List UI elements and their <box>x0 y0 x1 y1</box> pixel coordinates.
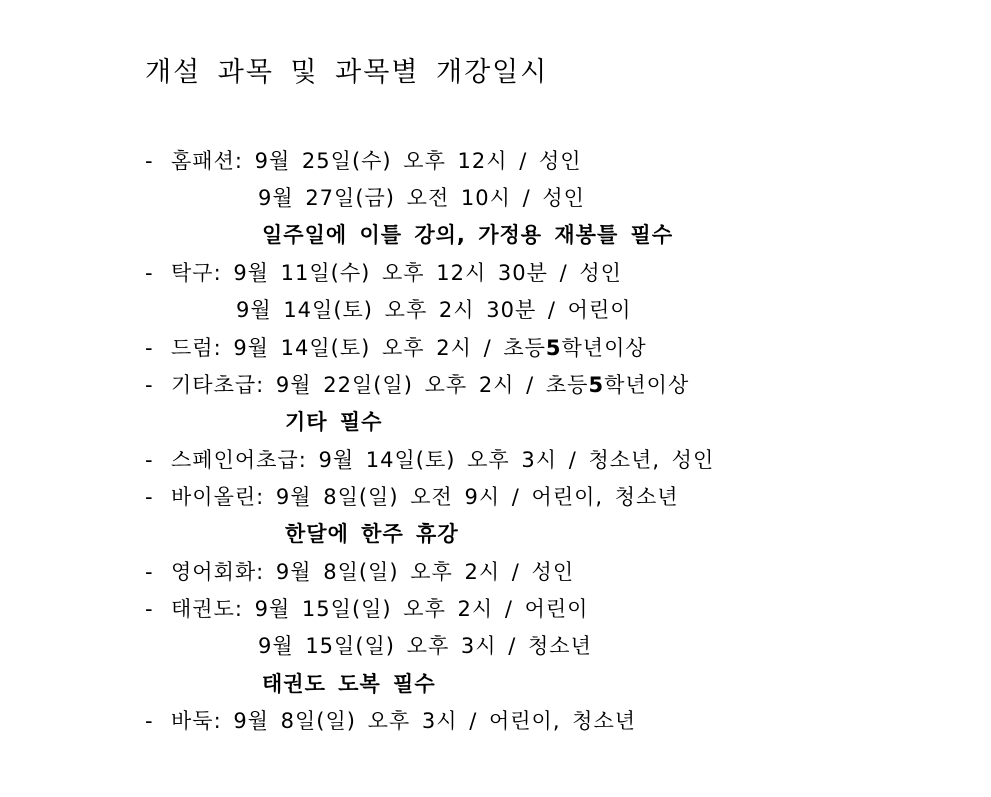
course-text: 바둑: 9월 8일(일) 오후 3시 / 어린이, 청소년 <box>171 709 637 733</box>
list-dash: - <box>145 373 154 397</box>
list-dash: - <box>145 597 154 621</box>
course-line-table-tennis-2 <box>236 297 632 323</box>
course-text: 9월 27일(금) 오전 10시 / 성인 <box>258 186 585 210</box>
course-line-english <box>145 559 574 585</box>
course-text-suffix: 학년이상 <box>604 373 690 397</box>
list-dash: - <box>145 149 154 173</box>
course-text: 홈패션: 9월 25일(수) 오후 12시 / 성인 <box>171 149 582 173</box>
course-line-baduk <box>145 708 636 734</box>
note-text: 한달에 한주 휴강 <box>285 522 459 546</box>
course-text: 9월 15일(일) 오후 3시 / 청소년 <box>258 634 592 658</box>
course-text: 드럼: 9월 14일(토) 오후 2시 / 초등 <box>171 336 546 360</box>
course-line-guitar <box>145 372 689 398</box>
course-text: 바이올린: 9월 8일(일) 오전 9시 / 어린이, 청소년 <box>171 485 679 509</box>
course-text-suffix: 학년이상 <box>561 336 647 360</box>
list-dash: - <box>145 560 154 584</box>
document-title: 개설 과목 및 과목별 개강일시 <box>145 57 549 88</box>
course-line-spanish <box>145 447 714 473</box>
course-text: 탁구: 9월 11일(수) 오후 12시 30분 / 성인 <box>171 261 622 285</box>
list-dash: - <box>145 485 154 509</box>
grade-number: 5 <box>588 373 605 397</box>
course-line-violin <box>145 484 679 510</box>
list-dash: - <box>145 336 154 360</box>
course-note-home-fashion <box>262 222 673 248</box>
course-note-guitar <box>285 409 382 435</box>
note-text: 일주일에 이틀 강의, 가정용 재봉틀 필수 <box>262 223 674 247</box>
course-line-taekwondo-2 <box>258 633 592 659</box>
course-line-home-fashion <box>145 148 582 174</box>
list-dash: - <box>145 709 154 733</box>
list-dash: - <box>145 448 154 472</box>
grade-number: 5 <box>545 336 562 360</box>
course-text: 태권도: 9월 15일(일) 오후 2시 / 어린이 <box>171 597 589 621</box>
course-line-drum <box>145 335 647 361</box>
course-text: 9월 14일(토) 오후 2시 30분 / 어린이 <box>236 298 632 322</box>
course-line-taekwondo <box>145 596 588 622</box>
course-line-home-fashion-2 <box>258 185 585 211</box>
course-line-table-tennis <box>145 260 622 286</box>
course-text: 스페인어초급: 9월 14일(토) 오후 3시 / 청소년, 성인 <box>171 448 715 472</box>
course-text: 영어회화: 9월 8일(일) 오후 2시 / 성인 <box>171 560 575 584</box>
note-text: 기타 필수 <box>285 410 383 434</box>
course-note-violin <box>285 521 459 547</box>
note-text: 태권도 도복 필수 <box>262 672 436 696</box>
course-text: 기타초급: 9월 22일(일) 오후 2시 / 초등 <box>171 373 589 397</box>
list-dash: - <box>145 261 154 285</box>
course-note-taekwondo <box>262 671 436 697</box>
